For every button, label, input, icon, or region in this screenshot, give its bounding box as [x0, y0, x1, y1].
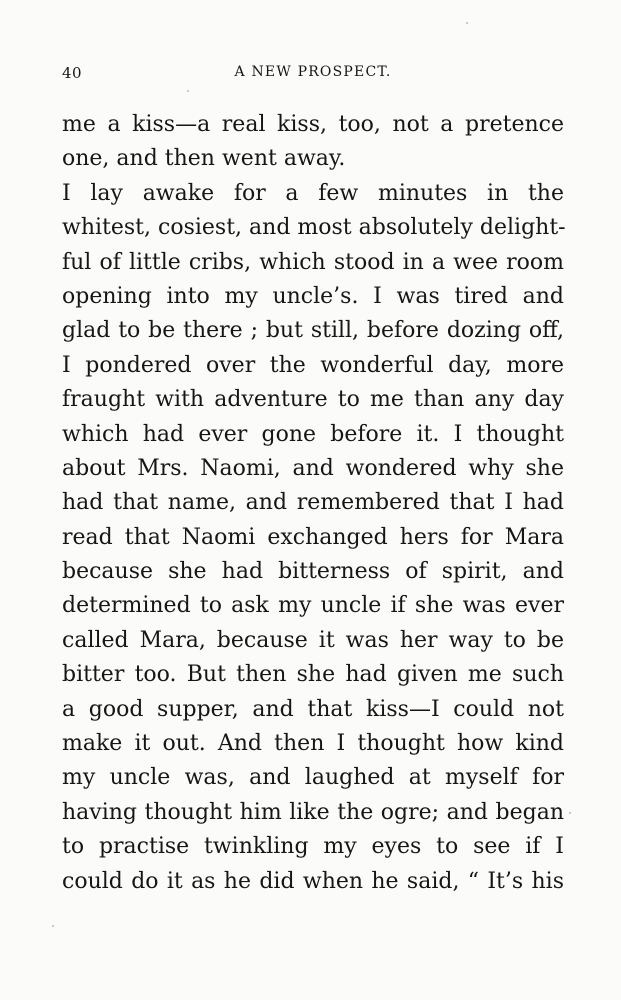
text-line: having thought him like the ogre; and began: [62, 799, 564, 825]
text-line: opening into my uncle’s. I was tired and: [62, 283, 564, 309]
text-line: read that Naomi exchanged hers for Mara: [62, 524, 564, 550]
text-line: make it out. And then I thought how kind: [62, 731, 564, 757]
text-line: called Mara, because it was her way to be: [62, 627, 564, 653]
text-line: whitest, cosiest, and most absolutely delight-: [62, 215, 566, 241]
body-text: [62, 108, 564, 899]
text-line: glad to be there ; but still, before dozing off,: [62, 318, 564, 344]
text-line: a good supper, and that kiss—I could not: [62, 696, 564, 722]
text-line: I pondered over the wonderful day, more: [62, 352, 564, 378]
text-line: one, and then went away.: [62, 146, 346, 172]
page-number: 40: [62, 64, 83, 82]
text-line: about Mrs. Naomi, and wondered why she: [62, 455, 564, 481]
text-line: bitter too. But then she had given me such: [62, 662, 564, 688]
paper-speck: [187, 90, 189, 92]
text-line: my uncle was, and laughed at myself for: [62, 765, 564, 791]
text-line: fraught with adventure to me than any day: [62, 387, 564, 413]
page-header: [62, 64, 564, 88]
running-title: A NEW PROSPECT.: [234, 64, 392, 80]
text-line: I lay awake for a few minutes in the: [62, 180, 564, 206]
text-line: to practise twinkling my eyes to see if I: [62, 834, 564, 860]
text-line: because she had bitterness of spirit, and: [62, 559, 564, 585]
text-line: ful of little cribs, which stood in a wee room: [62, 249, 564, 275]
text-line: me a kiss—a real kiss, too, not a pretence: [62, 112, 564, 137]
text-line: had that name, and remembered that I had: [62, 490, 564, 516]
text-line: which had ever gone before it. I thought: [62, 421, 564, 447]
text-line: determined to ask my uncle if she was ever: [62, 593, 564, 619]
paper-speck: [52, 925, 54, 927]
text-line: could do it as he did when he said, “ It’s his: [62, 868, 564, 894]
paper-speck: [466, 22, 468, 24]
paper-speck: [569, 812, 571, 814]
